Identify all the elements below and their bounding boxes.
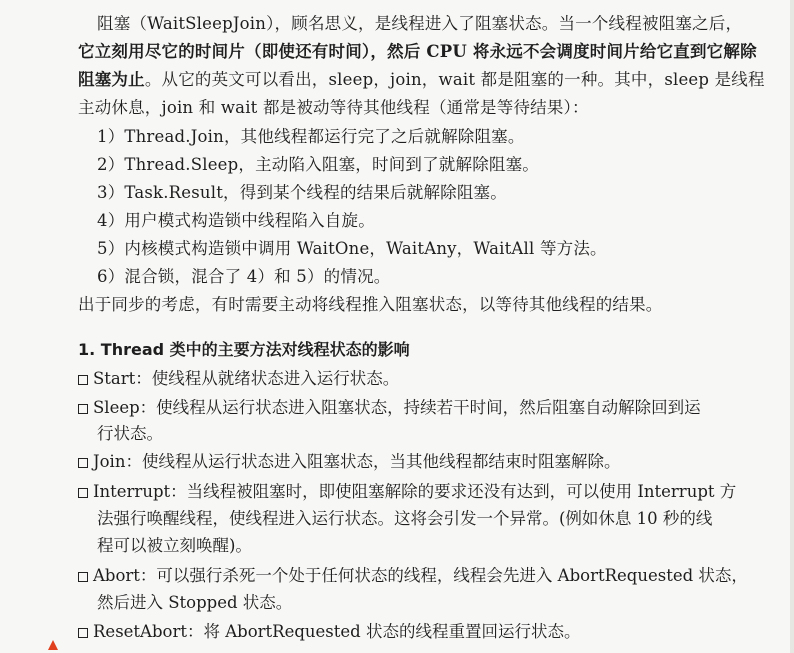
numbered-item-5: 5）内核模式构造锁中调用 WaitOne，WaitAny，WaitAll 等方法。 — [97, 239, 607, 258]
section-heading: 1. Thread 类中的主要方法对线程状态的影响 — [78, 340, 410, 359]
method-abort-text-1: Abort：可以强行杀死一个处于任何状态的线程，线程会先进入 AbortRequested 状态， — [93, 566, 748, 585]
numbered-item-3: 3）Task.Result，得到某个线程的结果后就解除阻塞。 — [97, 183, 507, 202]
numbered-item-6: 6）混合锁，混合了 4）和 5）的情况。 — [97, 267, 391, 286]
method-item-interrupt — [78, 481, 736, 503]
corner-mark-icon — [48, 640, 58, 650]
method-item-resetabort — [78, 621, 580, 643]
intro-line-3-bold: 阻塞为止 — [78, 70, 145, 89]
closing-paragraph: 出于同步的考虑，有时需要主动将线程推入阻塞状态，以等待其他线程的结果。 — [78, 295, 663, 314]
method-interrupt-text-3: 程可以被立刻唤醒)。 — [97, 536, 252, 555]
method-item-abort — [78, 565, 748, 587]
numbered-item-4: 4）用户模式构造锁中线程陷入自旋。 — [97, 211, 375, 230]
method-sleep-text-2: 行状态。 — [97, 424, 163, 443]
intro-line-4: 主动休息，join 和 wait 都是被动等待其他线程（通常是等待结果）： — [78, 98, 589, 117]
checkbox-bullet-icon — [78, 488, 88, 498]
method-start-text: Start：使线程从就绪状态进入运行状态。 — [93, 369, 400, 388]
checkbox-bullet-icon — [78, 458, 88, 468]
page-edge — [790, 0, 794, 653]
method-item-start — [78, 368, 399, 390]
checkbox-bullet-icon — [78, 628, 88, 638]
method-abort-text-2: 然后进入 Stopped 状态。 — [97, 593, 293, 612]
method-resetabort-text: ResetAbort：将 AbortRequested 状态的线程重置回运行状态。 — [93, 622, 581, 641]
checkbox-bullet-icon — [78, 404, 88, 414]
method-item-join — [78, 451, 620, 473]
method-sleep-text-1: Sleep：使线程从运行状态进入阻塞状态，持续若干时间，然后阻塞自动解除回到运 — [93, 398, 701, 417]
checkbox-bullet-icon — [78, 375, 88, 385]
method-item-sleep — [78, 397, 701, 419]
intro-line-3-rest: 。从它的英文可以看出，sleep，join，wait 都是阻塞的一种。其中，sleep 是线程 — [144, 70, 765, 89]
numbered-item-1: 1）Thread.Join，其他线程都运行完了之后就解除阻塞。 — [97, 127, 525, 146]
numbered-item-2: 2）Thread.Sleep，主动陷入阻塞，时间到了就解除阻塞。 — [97, 155, 539, 174]
intro-line-2-bold: 它立刻用尽它的时间片（即使还有时间），然后 CPU 将永远不会调度时间片给它直到它解除 — [78, 42, 757, 61]
method-join-text: Join：使线程从运行状态进入阻塞状态，当其他线程都结束时阻塞解除。 — [93, 452, 621, 471]
checkbox-bullet-icon — [78, 572, 88, 582]
intro-line-3 — [78, 69, 765, 91]
intro-line-1: 阻塞（WaitSleepJoin），顾名思义，是线程进入了阻塞状态。当一个线程被阻塞之后， — [97, 14, 743, 33]
method-interrupt-text-2: 法强行唤醒线程，使线程进入运行状态。这将会引发一个异常。(例如休息 10 秒的线 — [97, 509, 713, 528]
method-interrupt-text-1: Interrupt：当线程被阻塞时，即使阻塞解除的要求还没有达到，可以使用 Interrupt 方 — [93, 482, 737, 501]
